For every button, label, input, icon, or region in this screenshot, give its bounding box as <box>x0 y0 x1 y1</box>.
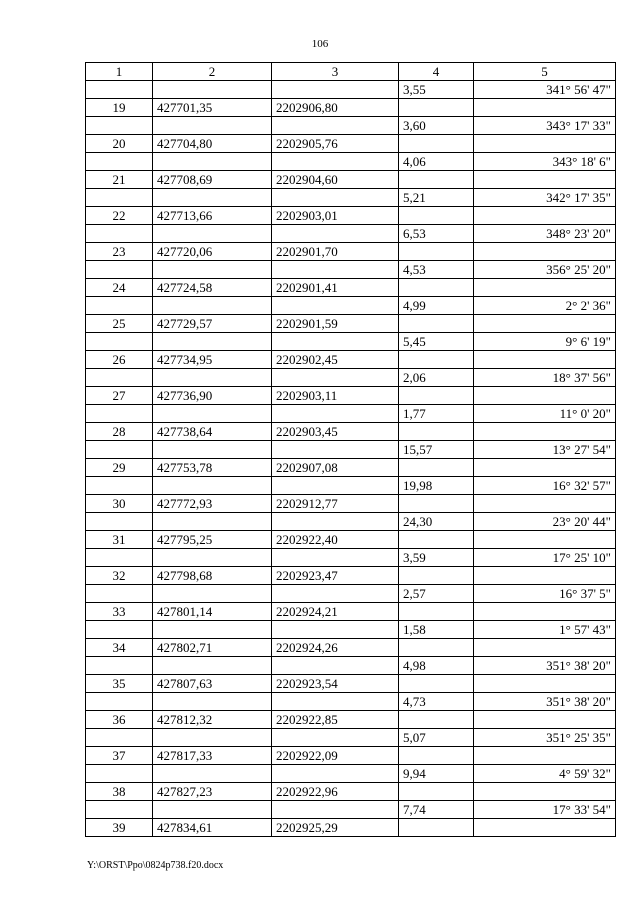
point-number-cell: 22 <box>86 207 153 225</box>
distance-cell <box>399 567 474 585</box>
x-coordinate-cell <box>153 81 272 99</box>
table-row <box>86 279 616 297</box>
bearing-cell: 343° 17' 33" <box>474 117 616 135</box>
point-number-cell <box>86 621 153 639</box>
file-path-footer: Y:\ORST\Ppo\0824p738.f20.docx <box>87 860 224 871</box>
bearing-cell <box>474 171 616 189</box>
x-coordinate-cell: 427802,71 <box>153 639 272 657</box>
bearing-cell <box>474 99 616 117</box>
table-row <box>86 747 616 765</box>
distance-cell <box>399 603 474 621</box>
point-number-cell: 35 <box>86 675 153 693</box>
table-row <box>86 783 616 801</box>
bearing-cell <box>474 279 616 297</box>
point-number-cell: 27 <box>86 387 153 405</box>
x-coordinate-cell <box>153 261 272 279</box>
x-coordinate-cell: 427795,25 <box>153 531 272 549</box>
point-number-cell: 21 <box>86 171 153 189</box>
point-number-cell <box>86 801 153 819</box>
point-number-cell: 36 <box>86 711 153 729</box>
y-coordinate-cell: 2202907,08 <box>272 459 399 477</box>
distance-cell <box>399 423 474 441</box>
x-coordinate-cell <box>153 693 272 711</box>
point-number-cell <box>86 513 153 531</box>
point-number-cell: 39 <box>86 819 153 837</box>
distance-cell: 5,21 <box>399 189 474 207</box>
x-coordinate-cell: 427724,58 <box>153 279 272 297</box>
point-number-cell <box>86 405 153 423</box>
table-row <box>86 459 616 477</box>
y-coordinate-cell: 2202922,09 <box>272 747 399 765</box>
bearing-cell: 348° 23' 20" <box>474 225 616 243</box>
table-row <box>86 261 616 279</box>
point-number-cell <box>86 333 153 351</box>
table-header-row <box>86 63 616 81</box>
x-coordinate-cell <box>153 549 272 567</box>
x-coordinate-cell <box>153 117 272 135</box>
bearing-cell <box>474 675 616 693</box>
bearing-cell: 341° 56' 47" <box>474 81 616 99</box>
y-coordinate-cell <box>272 81 399 99</box>
table-row <box>86 549 616 567</box>
y-coordinate-cell <box>272 621 399 639</box>
point-number-cell: 37 <box>86 747 153 765</box>
x-coordinate-cell <box>153 297 272 315</box>
table-row <box>86 657 616 675</box>
table-row <box>86 387 616 405</box>
table-row <box>86 495 616 513</box>
table-row <box>86 81 616 99</box>
column-header: 4 <box>399 63 474 81</box>
y-coordinate-cell <box>272 189 399 207</box>
table-row <box>86 801 616 819</box>
bearing-cell: 1° 57' 43" <box>474 621 616 639</box>
column-header: 2 <box>153 63 272 81</box>
x-coordinate-cell: 427708,69 <box>153 171 272 189</box>
point-number-cell <box>86 297 153 315</box>
y-coordinate-cell: 2202903,11 <box>272 387 399 405</box>
bearing-cell <box>474 531 616 549</box>
point-number-cell <box>86 117 153 135</box>
distance-cell: 5,45 <box>399 333 474 351</box>
y-coordinate-cell <box>272 333 399 351</box>
distance-cell <box>399 135 474 153</box>
bearing-cell <box>474 495 616 513</box>
distance-cell <box>399 171 474 189</box>
distance-cell <box>399 459 474 477</box>
distance-cell: 3,60 <box>399 117 474 135</box>
point-number-cell: 20 <box>86 135 153 153</box>
bearing-cell: 342° 17' 35" <box>474 189 616 207</box>
distance-cell: 4,98 <box>399 657 474 675</box>
bearing-cell: 9° 6' 19" <box>474 333 616 351</box>
table-row <box>86 171 616 189</box>
y-coordinate-cell <box>272 261 399 279</box>
table-row <box>86 189 616 207</box>
table-row <box>86 693 616 711</box>
bearing-cell: 356° 25' 20" <box>474 261 616 279</box>
x-coordinate-cell: 427729,57 <box>153 315 272 333</box>
y-coordinate-cell <box>272 153 399 171</box>
point-number-cell <box>86 153 153 171</box>
x-coordinate-cell: 427701,35 <box>153 99 272 117</box>
table-row <box>86 639 616 657</box>
x-coordinate-cell <box>153 405 272 423</box>
point-number-cell <box>86 693 153 711</box>
y-coordinate-cell <box>272 801 399 819</box>
point-number-cell: 29 <box>86 459 153 477</box>
x-coordinate-cell <box>153 153 272 171</box>
table-row <box>86 729 616 747</box>
x-coordinate-cell: 427834,61 <box>153 819 272 837</box>
point-number-cell <box>86 729 153 747</box>
distance-cell: 3,55 <box>399 81 474 99</box>
y-coordinate-cell <box>272 729 399 747</box>
distance-cell: 9,94 <box>399 765 474 783</box>
y-coordinate-cell <box>272 585 399 603</box>
x-coordinate-cell: 427772,93 <box>153 495 272 513</box>
point-number-cell: 38 <box>86 783 153 801</box>
bearing-cell: 23° 20' 44" <box>474 513 616 531</box>
y-coordinate-cell <box>272 297 399 315</box>
y-coordinate-cell: 2202922,40 <box>272 531 399 549</box>
distance-cell <box>399 531 474 549</box>
distance-cell <box>399 819 474 837</box>
point-number-cell <box>86 477 153 495</box>
x-coordinate-cell <box>153 585 272 603</box>
x-coordinate-cell: 427827,23 <box>153 783 272 801</box>
point-number-cell: 24 <box>86 279 153 297</box>
table-row <box>86 117 616 135</box>
x-coordinate-cell <box>153 801 272 819</box>
table-row <box>86 243 616 261</box>
y-coordinate-cell <box>272 225 399 243</box>
distance-cell <box>399 351 474 369</box>
bearing-cell: 351° 38' 20" <box>474 657 616 675</box>
bearing-cell <box>474 603 616 621</box>
distance-cell <box>399 783 474 801</box>
point-number-cell <box>86 441 153 459</box>
table-row <box>86 369 616 387</box>
bearing-cell <box>474 783 616 801</box>
x-coordinate-cell <box>153 657 272 675</box>
table-row <box>86 711 616 729</box>
distance-cell <box>399 243 474 261</box>
x-coordinate-cell: 427817,33 <box>153 747 272 765</box>
distance-cell: 4,73 <box>399 693 474 711</box>
table-row <box>86 315 616 333</box>
distance-cell <box>399 207 474 225</box>
bearing-cell: 351° 38' 20" <box>474 693 616 711</box>
y-coordinate-cell <box>272 369 399 387</box>
x-coordinate-cell <box>153 369 272 387</box>
x-coordinate-cell: 427812,32 <box>153 711 272 729</box>
x-coordinate-cell: 427738,64 <box>153 423 272 441</box>
bearing-cell: 13° 27' 54" <box>474 441 616 459</box>
distance-cell <box>399 495 474 513</box>
x-coordinate-cell <box>153 333 272 351</box>
table-row <box>86 531 616 549</box>
y-coordinate-cell: 2202901,70 <box>272 243 399 261</box>
bearing-cell <box>474 639 616 657</box>
point-number-cell: 23 <box>86 243 153 261</box>
bearing-cell: 18° 37' 56" <box>474 369 616 387</box>
x-coordinate-cell <box>153 729 272 747</box>
bearing-cell: 17° 33' 54" <box>474 801 616 819</box>
table-row <box>86 513 616 531</box>
y-coordinate-cell: 2202901,59 <box>272 315 399 333</box>
point-number-cell <box>86 369 153 387</box>
table-row <box>86 225 616 243</box>
bearing-cell: 351° 25' 35" <box>474 729 616 747</box>
bearing-cell <box>474 567 616 585</box>
bearing-cell <box>474 243 616 261</box>
table-row <box>86 99 616 117</box>
x-coordinate-cell: 427801,14 <box>153 603 272 621</box>
table-row <box>86 675 616 693</box>
distance-cell: 15,57 <box>399 441 474 459</box>
y-coordinate-cell <box>272 441 399 459</box>
distance-cell: 4,06 <box>399 153 474 171</box>
point-number-cell <box>86 585 153 603</box>
distance-cell: 2,57 <box>399 585 474 603</box>
x-coordinate-cell <box>153 189 272 207</box>
table-row <box>86 567 616 585</box>
y-coordinate-cell <box>272 657 399 675</box>
x-coordinate-cell <box>153 621 272 639</box>
y-coordinate-cell: 2202912,77 <box>272 495 399 513</box>
page-number: 106 <box>311 38 329 50</box>
coordinates-table <box>85 62 616 837</box>
point-number-cell <box>86 549 153 567</box>
point-number-cell <box>86 225 153 243</box>
table-row <box>86 441 616 459</box>
point-number-cell: 34 <box>86 639 153 657</box>
table-row <box>86 351 616 369</box>
point-number-cell: 31 <box>86 531 153 549</box>
distance-cell: 7,74 <box>399 801 474 819</box>
distance-cell <box>399 675 474 693</box>
y-coordinate-cell <box>272 117 399 135</box>
y-coordinate-cell: 2202923,47 <box>272 567 399 585</box>
x-coordinate-cell <box>153 513 272 531</box>
y-coordinate-cell: 2202902,45 <box>272 351 399 369</box>
table-row <box>86 765 616 783</box>
distance-cell: 4,53 <box>399 261 474 279</box>
distance-cell: 2,06 <box>399 369 474 387</box>
distance-cell: 24,30 <box>399 513 474 531</box>
bearing-cell <box>474 135 616 153</box>
y-coordinate-cell <box>272 549 399 567</box>
table-row <box>86 297 616 315</box>
y-coordinate-cell <box>272 477 399 495</box>
bearing-cell <box>474 207 616 225</box>
table-row <box>86 207 616 225</box>
distance-cell <box>399 387 474 405</box>
column-header: 3 <box>272 63 399 81</box>
point-number-cell <box>86 189 153 207</box>
point-number-cell <box>86 261 153 279</box>
x-coordinate-cell: 427704,80 <box>153 135 272 153</box>
y-coordinate-cell: 2202904,60 <box>272 171 399 189</box>
point-number-cell: 28 <box>86 423 153 441</box>
column-header: 1 <box>86 63 153 81</box>
point-number-cell <box>86 765 153 783</box>
y-coordinate-cell: 2202905,76 <box>272 135 399 153</box>
table-row <box>86 423 616 441</box>
x-coordinate-cell: 427734,95 <box>153 351 272 369</box>
bearing-cell: 2° 2' 36" <box>474 297 616 315</box>
y-coordinate-cell: 2202923,54 <box>272 675 399 693</box>
bearing-cell: 343° 18' 6" <box>474 153 616 171</box>
y-coordinate-cell: 2202906,80 <box>272 99 399 117</box>
y-coordinate-cell: 2202924,21 <box>272 603 399 621</box>
table-row <box>86 135 616 153</box>
distance-cell <box>399 747 474 765</box>
table-row <box>86 477 616 495</box>
x-coordinate-cell: 427720,06 <box>153 243 272 261</box>
x-coordinate-cell: 427753,78 <box>153 459 272 477</box>
bearing-cell <box>474 747 616 765</box>
point-number-cell: 26 <box>86 351 153 369</box>
point-number-cell <box>86 657 153 675</box>
distance-cell <box>399 711 474 729</box>
table-row <box>86 819 616 837</box>
y-coordinate-cell: 2202922,85 <box>272 711 399 729</box>
y-coordinate-cell: 2202903,45 <box>272 423 399 441</box>
bearing-cell <box>474 423 616 441</box>
bearing-cell: 16° 37' 5" <box>474 585 616 603</box>
x-coordinate-cell: 427736,90 <box>153 387 272 405</box>
x-coordinate-cell <box>153 477 272 495</box>
point-number-cell: 25 <box>86 315 153 333</box>
y-coordinate-cell: 2202924,26 <box>272 639 399 657</box>
bearing-cell <box>474 711 616 729</box>
distance-cell: 6,53 <box>399 225 474 243</box>
bearing-cell: 16° 32' 57" <box>474 477 616 495</box>
y-coordinate-cell <box>272 693 399 711</box>
x-coordinate-cell: 427713,66 <box>153 207 272 225</box>
y-coordinate-cell <box>272 765 399 783</box>
bearing-cell <box>474 459 616 477</box>
distance-cell: 4,99 <box>399 297 474 315</box>
x-coordinate-cell <box>153 225 272 243</box>
point-number-cell: 32 <box>86 567 153 585</box>
bearing-cell: 17° 25' 10" <box>474 549 616 567</box>
y-coordinate-cell <box>272 405 399 423</box>
distance-cell <box>399 315 474 333</box>
distance-cell <box>399 639 474 657</box>
point-number-cell: 30 <box>86 495 153 513</box>
point-number-cell <box>86 81 153 99</box>
bearing-cell <box>474 351 616 369</box>
table-row <box>86 153 616 171</box>
bearing-cell <box>474 387 616 405</box>
y-coordinate-cell: 2202925,29 <box>272 819 399 837</box>
y-coordinate-cell: 2202901,41 <box>272 279 399 297</box>
table-row <box>86 585 616 603</box>
table-row <box>86 405 616 423</box>
x-coordinate-cell: 427798,68 <box>153 567 272 585</box>
bearing-cell: 4° 59' 32" <box>474 765 616 783</box>
distance-cell: 1,77 <box>399 405 474 423</box>
point-number-cell: 33 <box>86 603 153 621</box>
bearing-cell: 11° 0' 20" <box>474 405 616 423</box>
bearing-cell <box>474 315 616 333</box>
x-coordinate-cell <box>153 765 272 783</box>
y-coordinate-cell: 2202903,01 <box>272 207 399 225</box>
distance-cell: 19,98 <box>399 477 474 495</box>
distance-cell <box>399 99 474 117</box>
x-coordinate-cell <box>153 441 272 459</box>
distance-cell: 3,59 <box>399 549 474 567</box>
table-row <box>86 333 616 351</box>
x-coordinate-cell: 427807,63 <box>153 675 272 693</box>
point-number-cell: 19 <box>86 99 153 117</box>
bearing-cell <box>474 819 616 837</box>
distance-cell <box>399 279 474 297</box>
distance-cell: 1,58 <box>399 621 474 639</box>
distance-cell: 5,07 <box>399 729 474 747</box>
table-row <box>86 603 616 621</box>
table-row <box>86 621 616 639</box>
y-coordinate-cell <box>272 513 399 531</box>
column-header: 5 <box>474 63 616 81</box>
y-coordinate-cell: 2202922,96 <box>272 783 399 801</box>
